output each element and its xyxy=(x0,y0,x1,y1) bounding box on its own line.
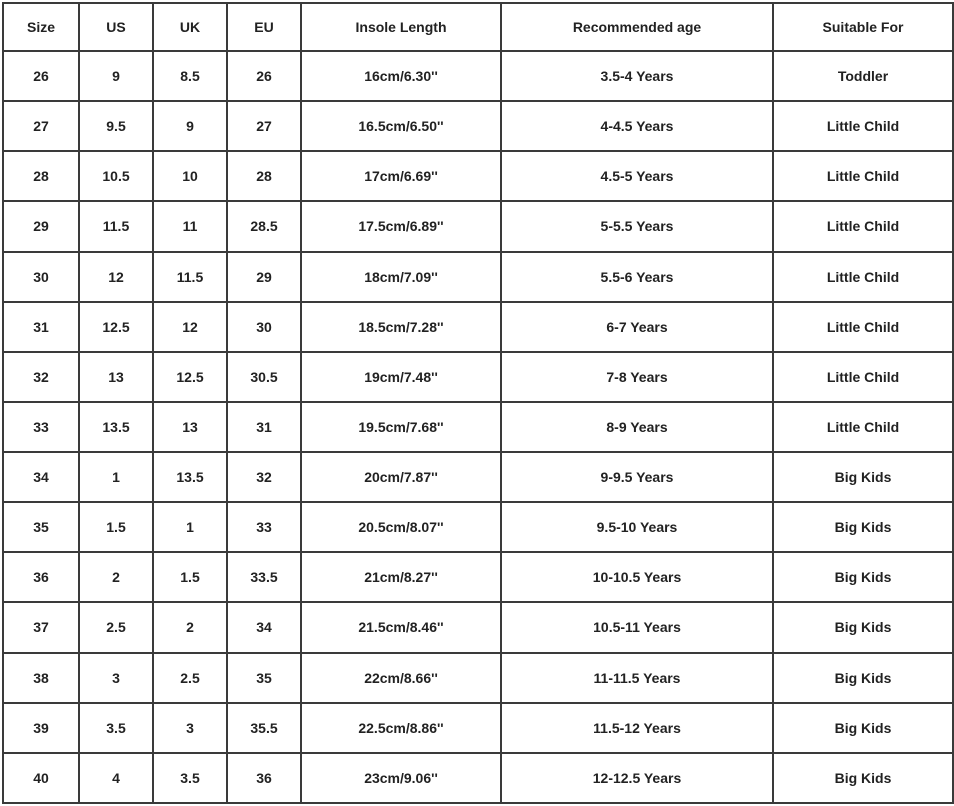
cell-suitable-for: Little Child xyxy=(773,302,953,352)
cell-uk: 9 xyxy=(153,101,227,151)
cell-insole-length: 18.5cm/7.28'' xyxy=(301,302,501,352)
cell-recommended-age: 10.5-11 Years xyxy=(501,602,773,652)
cell-suitable-for: Little Child xyxy=(773,101,953,151)
table-row xyxy=(3,151,953,201)
header-insole-length: Insole Length xyxy=(301,3,501,51)
cell-uk: 11.5 xyxy=(153,252,227,302)
cell-insole-length: 20cm/7.87'' xyxy=(301,452,501,502)
cell-recommended-age: 4.5-5 Years xyxy=(501,151,773,201)
cell-eu: 28 xyxy=(227,151,301,201)
cell-recommended-age: 6-7 Years xyxy=(501,302,773,352)
cell-suitable-for: Big Kids xyxy=(773,452,953,502)
cell-recommended-age: 4-4.5 Years xyxy=(501,101,773,151)
cell-eu: 31 xyxy=(227,402,301,452)
cell-suitable-for: Big Kids xyxy=(773,502,953,552)
cell-uk: 10 xyxy=(153,151,227,201)
cell-us: 1.5 xyxy=(79,502,153,552)
table-row xyxy=(3,201,953,251)
cell-insole-length: 21cm/8.27'' xyxy=(301,552,501,602)
cell-us: 2 xyxy=(79,552,153,602)
cell-size: 36 xyxy=(3,552,79,602)
cell-size: 26 xyxy=(3,51,79,101)
cell-insole-length: 16.5cm/6.50'' xyxy=(301,101,501,151)
cell-suitable-for: Little Child xyxy=(773,151,953,201)
table-row xyxy=(3,502,953,552)
cell-us: 3 xyxy=(79,653,153,703)
cell-recommended-age: 10-10.5 Years xyxy=(501,552,773,602)
table-row xyxy=(3,101,953,151)
cell-size: 29 xyxy=(3,201,79,251)
cell-us: 1 xyxy=(79,452,153,502)
table-row xyxy=(3,252,953,302)
cell-eu: 33.5 xyxy=(227,552,301,602)
cell-size: 28 xyxy=(3,151,79,201)
cell-size: 40 xyxy=(3,753,79,803)
table-row xyxy=(3,703,953,753)
header-uk: UK xyxy=(153,3,227,51)
cell-us: 11.5 xyxy=(79,201,153,251)
cell-insole-length: 18cm/7.09'' xyxy=(301,252,501,302)
cell-insole-length: 19cm/7.48'' xyxy=(301,352,501,402)
cell-recommended-age: 9.5-10 Years xyxy=(501,502,773,552)
cell-uk: 3 xyxy=(153,703,227,753)
cell-uk: 11 xyxy=(153,201,227,251)
cell-uk: 1.5 xyxy=(153,552,227,602)
cell-eu: 35.5 xyxy=(227,703,301,753)
cell-suitable-for: Big Kids xyxy=(773,703,953,753)
cell-recommended-age: 12-12.5 Years xyxy=(501,753,773,803)
cell-us: 3.5 xyxy=(79,703,153,753)
cell-suitable-for: Big Kids xyxy=(773,753,953,803)
cell-recommended-age: 5-5.5 Years xyxy=(501,201,773,251)
header-suitable-for: Suitable For xyxy=(773,3,953,51)
cell-size: 39 xyxy=(3,703,79,753)
cell-eu: 32 xyxy=(227,452,301,502)
cell-eu: 35 xyxy=(227,653,301,703)
cell-insole-length: 19.5cm/7.68'' xyxy=(301,402,501,452)
table-row xyxy=(3,352,953,402)
header-size: Size xyxy=(3,3,79,51)
cell-size: 32 xyxy=(3,352,79,402)
cell-uk: 13 xyxy=(153,402,227,452)
cell-recommended-age: 3.5-4 Years xyxy=(501,51,773,101)
cell-insole-length: 22cm/8.66'' xyxy=(301,653,501,703)
cell-insole-length: 22.5cm/8.86'' xyxy=(301,703,501,753)
cell-eu: 30 xyxy=(227,302,301,352)
cell-insole-length: 23cm/9.06'' xyxy=(301,753,501,803)
cell-size: 33 xyxy=(3,402,79,452)
header-eu: EU xyxy=(227,3,301,51)
cell-uk: 13.5 xyxy=(153,452,227,502)
cell-eu: 36 xyxy=(227,753,301,803)
table-row xyxy=(3,51,953,101)
cell-size: 38 xyxy=(3,653,79,703)
cell-suitable-for: Little Child xyxy=(773,252,953,302)
cell-eu: 28.5 xyxy=(227,201,301,251)
cell-us: 2.5 xyxy=(79,602,153,652)
cell-recommended-age: 11-11.5 Years xyxy=(501,653,773,703)
cell-suitable-for: Little Child xyxy=(773,352,953,402)
table-row xyxy=(3,753,953,803)
cell-size: 35 xyxy=(3,502,79,552)
cell-size: 30 xyxy=(3,252,79,302)
table-row xyxy=(3,602,953,652)
cell-eu: 34 xyxy=(227,602,301,652)
cell-insole-length: 16cm/6.30'' xyxy=(301,51,501,101)
cell-eu: 30.5 xyxy=(227,352,301,402)
cell-recommended-age: 11.5-12 Years xyxy=(501,703,773,753)
cell-uk: 1 xyxy=(153,502,227,552)
table-row xyxy=(3,653,953,703)
table-row xyxy=(3,302,953,352)
cell-recommended-age: 7-8 Years xyxy=(501,352,773,402)
cell-suitable-for: Little Child xyxy=(773,402,953,452)
cell-uk: 2 xyxy=(153,602,227,652)
cell-eu: 27 xyxy=(227,101,301,151)
table-row xyxy=(3,552,953,602)
cell-suitable-for: Big Kids xyxy=(773,602,953,652)
cell-us: 13 xyxy=(79,352,153,402)
header-recommended-age: Recommended age xyxy=(501,3,773,51)
cell-insole-length: 21.5cm/8.46'' xyxy=(301,602,501,652)
cell-size: 37 xyxy=(3,602,79,652)
size-chart-table xyxy=(2,2,954,804)
cell-uk: 12 xyxy=(153,302,227,352)
cell-us: 13.5 xyxy=(79,402,153,452)
cell-us: 12.5 xyxy=(79,302,153,352)
cell-suitable-for: Big Kids xyxy=(773,552,953,602)
table-row xyxy=(3,402,953,452)
cell-uk: 12.5 xyxy=(153,352,227,402)
cell-us: 9.5 xyxy=(79,101,153,151)
cell-eu: 26 xyxy=(227,51,301,101)
cell-uk: 2.5 xyxy=(153,653,227,703)
cell-suitable-for: Little Child xyxy=(773,201,953,251)
cell-uk: 3.5 xyxy=(153,753,227,803)
cell-us: 4 xyxy=(79,753,153,803)
cell-us: 10.5 xyxy=(79,151,153,201)
cell-insole-length: 20.5cm/8.07'' xyxy=(301,502,501,552)
table-header-row xyxy=(3,3,953,51)
cell-recommended-age: 8-9 Years xyxy=(501,402,773,452)
cell-eu: 33 xyxy=(227,502,301,552)
cell-us: 9 xyxy=(79,51,153,101)
cell-size: 27 xyxy=(3,101,79,151)
cell-recommended-age: 9-9.5 Years xyxy=(501,452,773,502)
table-body xyxy=(3,51,953,803)
cell-insole-length: 17.5cm/6.89'' xyxy=(301,201,501,251)
cell-eu: 29 xyxy=(227,252,301,302)
cell-size: 31 xyxy=(3,302,79,352)
cell-us: 12 xyxy=(79,252,153,302)
table-row xyxy=(3,452,953,502)
cell-recommended-age: 5.5-6 Years xyxy=(501,252,773,302)
cell-size: 34 xyxy=(3,452,79,502)
cell-suitable-for: Toddler xyxy=(773,51,953,101)
cell-uk: 8.5 xyxy=(153,51,227,101)
cell-suitable-for: Big Kids xyxy=(773,653,953,703)
cell-insole-length: 17cm/6.69'' xyxy=(301,151,501,201)
header-us: US xyxy=(79,3,153,51)
